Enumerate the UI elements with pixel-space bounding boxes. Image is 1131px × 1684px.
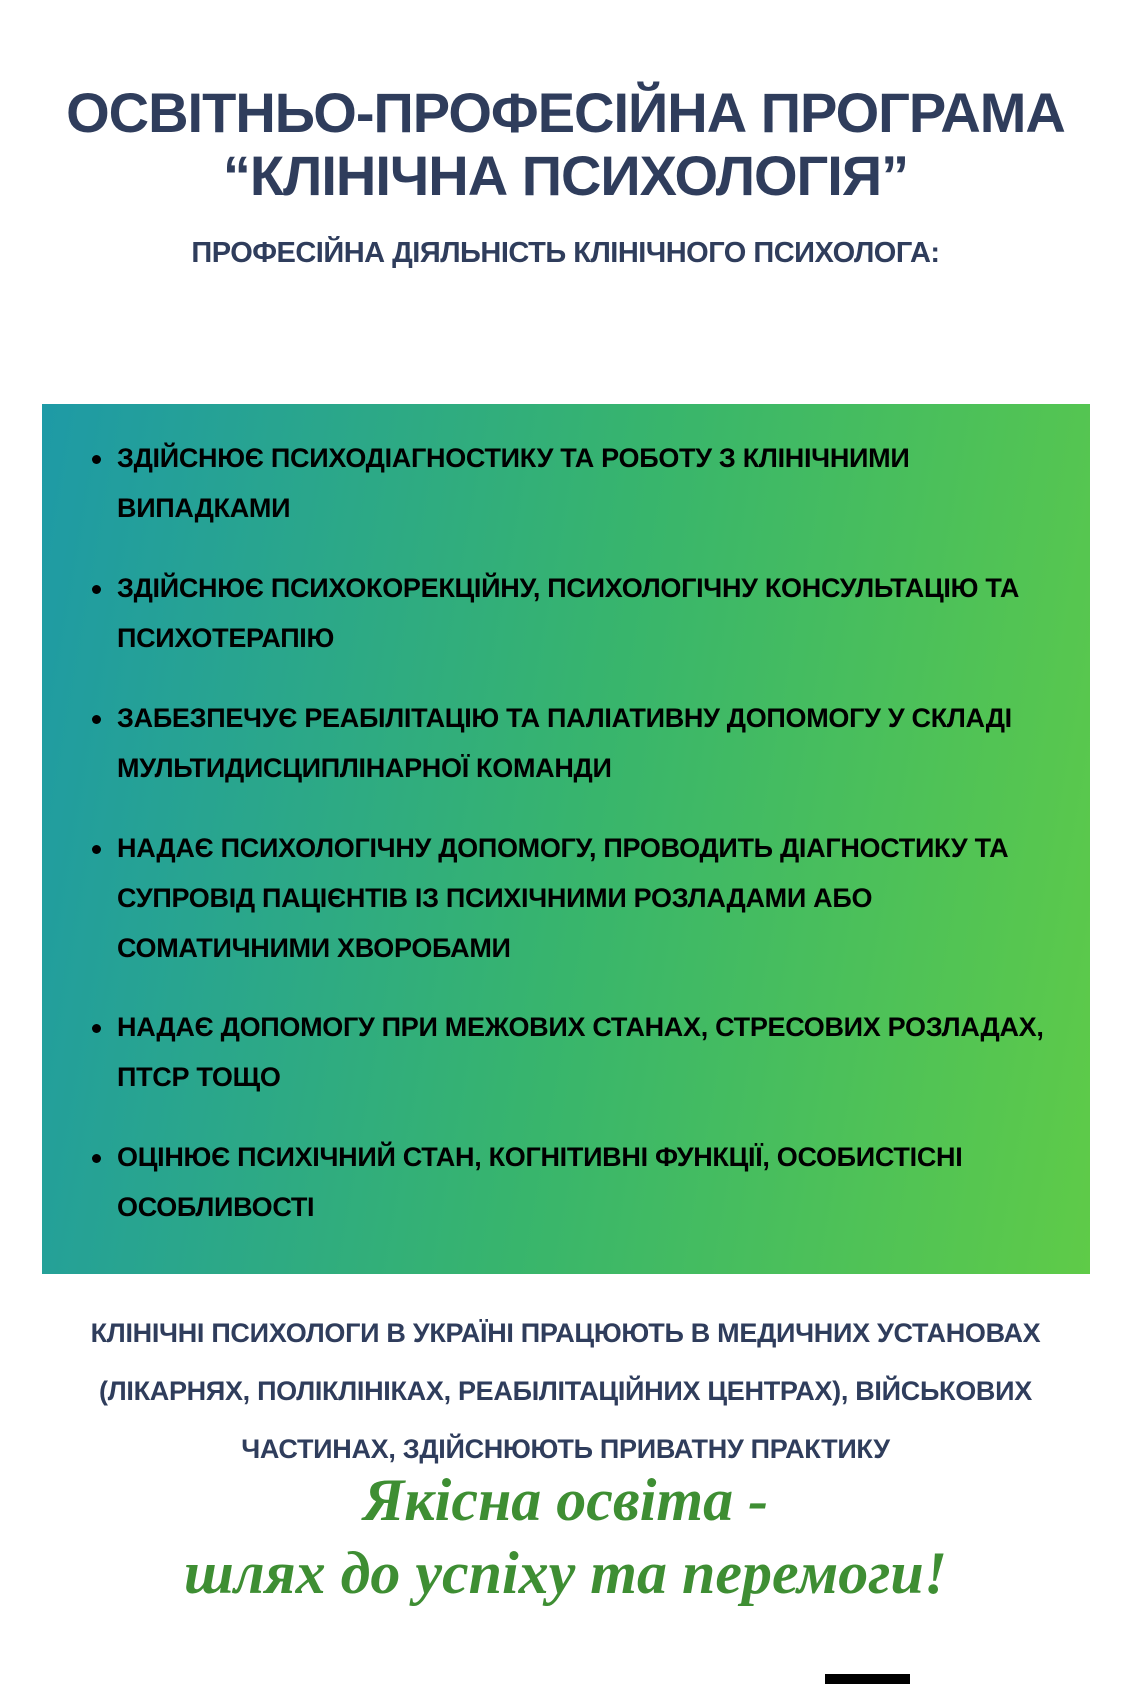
- poster: [0, 82, 1131, 1682]
- slogan: [66, 1464, 1066, 1610]
- duties-panel: [42, 404, 1090, 1274]
- duty-item: [92, 434, 1046, 534]
- duty-text: ЗДІЙСНЮЄ ПСИХОДІАГНОСТИКУ ТА РОБОТУ З КЛІНІЧНИМИ ВИПАДКАМИ: [117, 443, 910, 523]
- duty-item: [92, 564, 1046, 664]
- duties-list: [92, 434, 1046, 1233]
- bullet-dot-icon: [92, 1154, 101, 1163]
- bottom-black-bar: [825, 1674, 910, 1684]
- duty-text: ЗАБЕЗПЕЧУЄ РЕАБІЛІТАЦІЮ ТА ПАЛІАТИВНУ ДОПОМОГУ У СКЛАДІ МУЛЬТИДИСЦИПЛІНАРНОЇ КОМАНДИ: [117, 702, 1012, 783]
- duty-text: НАДАЄ ДОПОМОГУ ПРИ МЕЖОВИХ СТАНАХ, СТРЕСОВИХ РОЗЛАДАХ, ПТСР ТОЩО: [117, 1012, 1044, 1093]
- page-title-line-2: “КЛІНІЧНА ПСИХОЛОГІЯ”: [222, 143, 909, 207]
- page-title: [20, 82, 1111, 207]
- bullet-dot-icon: [92, 845, 101, 854]
- slogan-line-1: Якісна освіта -: [362, 1467, 769, 1533]
- page-subtitle: ПРОФЕСІЙНА ДІЯЛЬНІСТЬ КЛІНІЧНОГО ПСИХОЛОГА:: [191, 237, 940, 270]
- workplaces-paragraph: КЛІНІЧНІ ПСИХОЛОГИ В УКРАЇНІ ПРАЦЮЮТЬ В МЕДИЧНИХ УСТАНОВАХ (ЛІКАРНЯХ, ПОЛІКЛІНІКАХ, РЕАБІЛІТАЦІЙНИХ ЦЕНТРАХ), ВІЙСЬКОВИХ ЧАСТИНАХ, ЗДІЙСНЮЮТЬ ПРИВАТНУ ПРАКТИКУ: [90, 1318, 1041, 1465]
- duty-text: ОЦІНЮЄ ПСИХІЧНИЙ СТАН, КОГНІТИВНІ ФУНКЦІЇ, ОСОБИСТІСНІ ОСОБЛИВОСТІ: [117, 1142, 963, 1223]
- bullet-dot-icon: [92, 455, 101, 464]
- duty-item: [92, 824, 1046, 974]
- bullet-dot-icon: [92, 715, 101, 724]
- duty-item: [92, 694, 1046, 794]
- bullet-dot-icon: [92, 585, 101, 594]
- duty-item: [92, 1003, 1046, 1103]
- bullet-dot-icon: [92, 1024, 101, 1033]
- duty-text: ЗДІЙСНЮЄ ПСИХОКОРЕКЦІЙНУ, ПСИХОЛОГІЧНУ КОНСУЛЬТАЦІЮ ТА ПСИХОТЕРАПІЮ: [117, 572, 1020, 653]
- page-title-line-1: ОСВІТНЬО-ПРОФЕСІЙНА ПРОГРАМА: [66, 81, 1065, 144]
- duty-item: [92, 1133, 1046, 1233]
- slogan-line-2: шлях до успіху та перемоги!: [183, 1540, 948, 1607]
- duty-text: НАДАЄ ПСИХОЛОГІЧНУ ДОПОМОГУ, ПРОВОДИТЬ ДІАГНОСТИКУ ТА СУПРОВІД ПАЦІЄНТІВ ІЗ ПСИХІЧНИМИ РОЗЛАДАМИ АБО СОМАТИЧНИМИ ХВОРОБАМИ: [117, 832, 1009, 963]
